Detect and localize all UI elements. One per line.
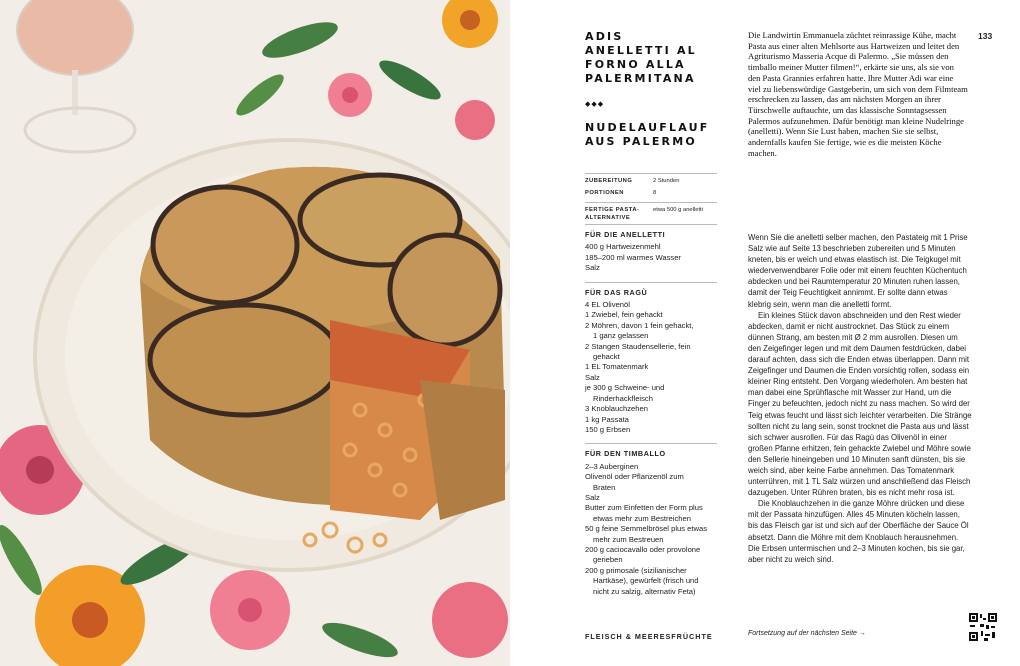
ingredient-group-heading: FÜR DEN TIMBALLO [585, 449, 666, 459]
method-paragraph: Wenn Sie die anelletti selber machen, den Pastateig mit 1 Prise Salz wie auf Seite 13 beschrieben zubereiten und 5 Minuten kneten, bis er weich und etwas elastisch ist. Die Teigkugel mit wiederverwendbarer Folie oder mit einem feuchten Küchentuch abdecken und bei Raumtemperatur 20 Minuten ruhen lassen, damit der Teig Feuchtigkeit annimmt. Er sollte dann etwas klebrig sein, wenn man die anelletti formt. [748, 233, 968, 309]
ingredient-line: je 300 g Schweine- und [585, 383, 665, 393]
ingredient-group-heading: FÜR DIE ANELLETTI [585, 230, 666, 239]
recipe-subtitle [585, 121, 735, 149]
ingredient-line: nicht zu salzig, alternativ Feta) [593, 586, 696, 596]
subtitle-line: AUS PALERMO [585, 135, 697, 148]
ingredient-line: Butter zum Einfetten der Form plus [585, 503, 703, 513]
qr-code-icon [968, 612, 998, 642]
subtitle-line: NUDELAUFLAUF [585, 121, 710, 134]
ingredient-line: 1 ganz gelassen [593, 331, 649, 341]
ingredient-line: 400 g Hartweizenmehl [585, 242, 661, 252]
ingredient-line: 150 g Erbsen [585, 424, 631, 434]
method-paragraph: Die Knoblauchzehen in die ganze Möhre drücken und diese mit der Passata hinzufügen. Alles 45 Minuten köcheln lassen, bis das Fleisch gar ist und sich auf der Oberfläche der Sauce Öl absetzt. Dann die Möhre mit dem Knoblauch herausnehmen. Die Erbsen untermischen und 2–3 Minuten kochen, bis sie gar, aber nicht zu weich sind. [748, 499, 969, 564]
recipe-title [585, 30, 735, 86]
ingredient-group [585, 224, 717, 274]
ingredient-line: 2–3 Auberginen [585, 461, 639, 471]
ingredient-line: gerieben [593, 555, 623, 565]
ingredient-line: Braten [593, 482, 616, 492]
ingredient-line: Hartkäse), gewürfelt (frisch und [593, 576, 699, 586]
ingredient-line: 1 kg Passata [585, 414, 629, 424]
meta-label: ZUBEREITUNG [585, 178, 633, 184]
ingredient-line: gehackt [593, 352, 620, 362]
ingredient-line: 4 EL Olivenöl [585, 300, 630, 310]
diamond-ornament: ◆◆◆ [585, 101, 605, 108]
ingredient-group-heading: FÜR DAS RAGÙ [585, 287, 648, 297]
ingredient-line: Olivenöl oder Pflanzenöl zum [585, 472, 684, 482]
meta-label: PORTIONEN [585, 189, 624, 196]
ingredient-line: 185–200 ml warmes Wasser [585, 252, 681, 262]
title-line: FORNO ALLA [585, 58, 686, 71]
intro-text: Die Landwirtin Emmanuela züchtet reinrassige Kühe, macht Pasta aus einer alten Mehlsorte aus Hartweizen und leitet den Agriturismo Masseria Acque di Palermo. „Sie müssen den timballo meiner Mutter filmen!“, erkärte sie uns, als sie von den Pasta Grannies erfahren hatte. Ihre Mutter Adi war eine viel zu liebenswürdige Gastgeberin, um sich von dem Filmteam erschrecken zu lassen, das am nächsten Morgen an ihrer Türschwelle auftauchte, um das klassische Sonntagsessen Palermos aufzunehmen. Dafür benötigt man kleine Nudelringe (anelletti). Wenn Sie Lust haben, machen Sie sie selbst, andernfalls kaufen Sie fertige, wie es die meisten Köche machen. [748, 30, 968, 158]
ingredient-line: 1 EL Tomatenmark [585, 362, 649, 372]
page-number: 133 [978, 31, 993, 41]
ingredient-group [585, 282, 717, 436]
meta-value: etwa 500 g anelletti [653, 207, 703, 213]
ingredient-line: 2 Stangen Staudensellerie, fein [585, 341, 691, 351]
meta-row [585, 188, 717, 200]
continued-note: Fortsetzung auf der nächsten Seite → [748, 630, 866, 637]
ingredient-line: 200 g primosale (sizilianischer [585, 565, 687, 575]
recipe-meta [585, 170, 717, 224]
ingredient-line: Salz [585, 492, 600, 502]
ingredient-group [585, 443, 717, 597]
ingredient-list [585, 224, 717, 605]
ingredient-line: Salz [585, 263, 600, 273]
meta-value: 8 [653, 189, 657, 196]
meta-row [585, 202, 717, 224]
meta-label: FERTIGE PASTA-ALTERNATIVE [585, 207, 640, 221]
ingredient-line: Salz [585, 372, 600, 382]
ingredient-line: mehr zum Bestreuen [593, 534, 664, 544]
title-line: ANELLETTI AL [585, 44, 697, 57]
ingredient-line: 50 g feine Semmelbrösel plus etwas [585, 524, 707, 534]
title-block [585, 30, 735, 149]
ingredient-line: 3 Knoblauchzehen [585, 404, 648, 414]
title-line: ADIS [585, 30, 624, 43]
ingredient-line: etwas mehr zum Bestreichen [593, 513, 691, 523]
ingredient-line: 2 Möhren, davon 1 fein gehackt, [585, 320, 694, 330]
meta-value: 2 Stunden [653, 178, 680, 184]
title-line: PALERMITANA [585, 72, 696, 85]
method-text [748, 232, 972, 565]
meta-row [585, 173, 717, 188]
ingredient-line: 1 Zwiebel, fein gehackt [585, 310, 663, 320]
ingredient-line: 200 g caciocavallo oder provolone [585, 544, 701, 554]
ingredient-line: Rinderhackfleisch [593, 393, 653, 403]
method-paragraph: Ein kleines Stück davon abschneiden und den Rest wieder abdecken, damit er nicht austrocknet. Das Stück zu einem dünnen Strang, am besten mit Ø 2 mm ausrollen. Diesen um den Zeigefinger legen und mit dem Daumen festdrücken, dabei darauf achten, dass sich die Enden etwas überlappen. Dann mit Zeigefinger und Daumen die Enden vorsichtig rollen, sodass ein kleiner Ring entsteht. Den Vorgang wiederholen. Am besten hat man dabei eine Sprühflasche mit Wasser zur Hand, um die Finger zu befeuchten, jedoch nicht zu nass machen. So wird der Teig etwas feucht und lässt sich leichter verarbeiten. Die Stränge sollten nicht zu lang sein, sonst trocknet die Pasta aus und lässt sich schwer ausrollen. Für das Ragù das Olivenöl in einer großen Pfanne erhitzen, fein gehackte Zwiebel und Möhre sowie den Sellerie hineingeben und 10 Minuten sanft dünsten, bis sie weich sind, aber keine Farbe annehmen. Das Tomatenmark unterrühren, mit 1 TL Salz würzen und anschließend das Fleisch dazugeben. Unter Rühren braten, bis es nicht mehr rosa ist. [748, 310, 972, 498]
recipe-page [510, 0, 1020, 666]
section-footer: FLEISCH & MEERESFRÜCHTE [585, 632, 713, 641]
